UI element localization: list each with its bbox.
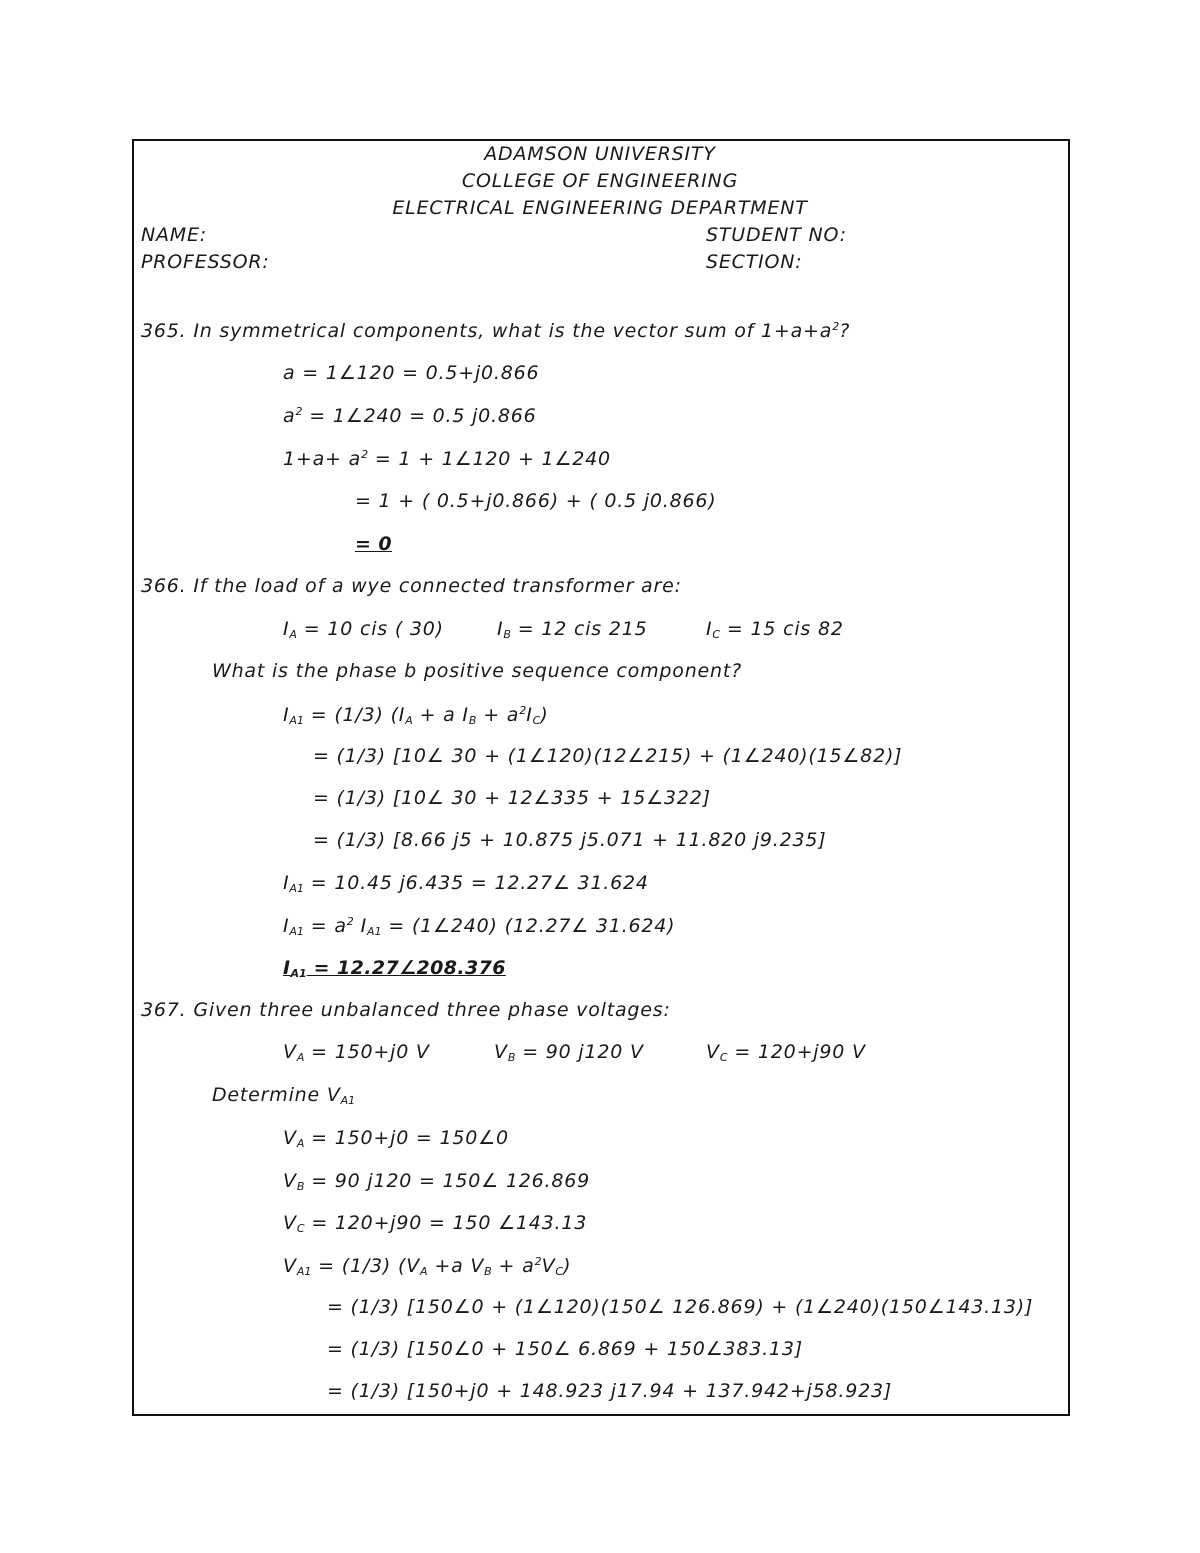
problem-367-question: 367. Given three unbalanced three phase voltages:: [141, 999, 671, 1021]
problem-367-line-6: = (1/3) [150∠0 + 150∠ 6.869 + 150∠383.13]: [327, 1338, 803, 1360]
department-title: ELECTRICAL ENGINEERING DEPARTMENT: [392, 197, 808, 219]
problem-366-answer: $I_{A1}$ = 12.27∠208.376: [283, 957, 506, 980]
problem-365-line-1: a = 1∠120 = 0.5+j0.866: [283, 362, 540, 384]
problem-367-voltage-b: $V_B = 90$ j120 V: [494, 1041, 644, 1064]
problem-367-line-5: = (1/3) [150∠0 + (1∠120)(150∠ 126.869) + (1∠240)(150∠143.13)]: [327, 1296, 1034, 1318]
problem-366-result-2: $I_{A1} = a^2$ $I_{A1}$ = (1∠240) (12.27∠ 31.624): [283, 915, 676, 938]
problem-366-current-b: $I_B = 12$ cis 215: [497, 618, 648, 641]
problem-366-line-2: = (1/3) [10∠ 30 + (1∠120)(12∠215) + (1∠240)(15∠82)]: [313, 745, 903, 767]
problem-365-line-4: = 1 + ( 0.5+j0.866) + ( 0.5 j0.866): [355, 490, 717, 512]
problem-366-line-3: = (1/3) [10∠ 30 + 12∠335 + 15∠322]: [313, 787, 711, 809]
problem-367-voltage-a: $V_A = 150+j0$ V: [283, 1041, 430, 1064]
problem-366-line-4: = (1/3) [8.66 j5 + 10.875 j5.071 + 11.820 j9.235]: [313, 829, 827, 851]
university-title: ADAMSON UNIVERSITY: [484, 143, 716, 165]
problem-366-result-1: $I_{A1} = 10.45$ j6.435 = 12.27∠ 31.624: [283, 872, 649, 895]
problem-365-line-3: $1+a+ a^2 = 1$ + 1∠120 + 1∠240: [283, 448, 611, 470]
section-label: SECTION:: [706, 251, 803, 273]
problem-365-answer: = 0: [355, 533, 392, 555]
problem-367-line-3: $V_C = 120+j90 = 150$ ∠143.13: [283, 1212, 588, 1235]
name-label: NAME:: [141, 224, 208, 246]
college-title: COLLEGE OF ENGINEERING: [461, 170, 739, 192]
problem-366-prompt: What is the phase b positive sequence component?: [212, 660, 743, 682]
problem-367-line-1: $V_A = 150+j0$ = 150∠0: [283, 1127, 509, 1150]
professor-label: PROFESSOR:: [141, 251, 270, 273]
problem-365-line-2: $a^2$ = 1∠240 = 0.5 j0.866: [283, 405, 537, 427]
problem-367-formula: $V_{A1} = (1/3)$ ($V_A +a$ $V_B + a^2V_C$): [283, 1255, 572, 1278]
problem-365-question: 365. In symmetrical components, what is the vector sum of $1+a+a^2$?: [141, 320, 851, 342]
problem-367-line-2: $V_B = 90$ j120 = 150∠ 126.869: [283, 1170, 591, 1193]
student-no-label: STUDENT NO:: [706, 224, 847, 246]
problem-366-question: 366. If the load of a wye connected transformer are:: [141, 575, 682, 597]
problem-366-current-a: $I_A = 10$ cis ( 30): [283, 618, 444, 641]
problem-367-prompt: Determine $V_{A1}$: [212, 1084, 356, 1107]
problem-367-voltage-c: $V_C = 120+j90$ V: [706, 1041, 866, 1064]
problem-366-current-c: $I_C = 15$ cis 82: [706, 618, 844, 641]
problem-367-line-7: = (1/3) [150+j0 + 148.923 j17.94 + 137.942+j58.923]: [327, 1380, 893, 1402]
problem-366-formula: $I_{A1} = (1/3) (I_A + a$ $I_B + a^2I_C$): [283, 704, 549, 727]
